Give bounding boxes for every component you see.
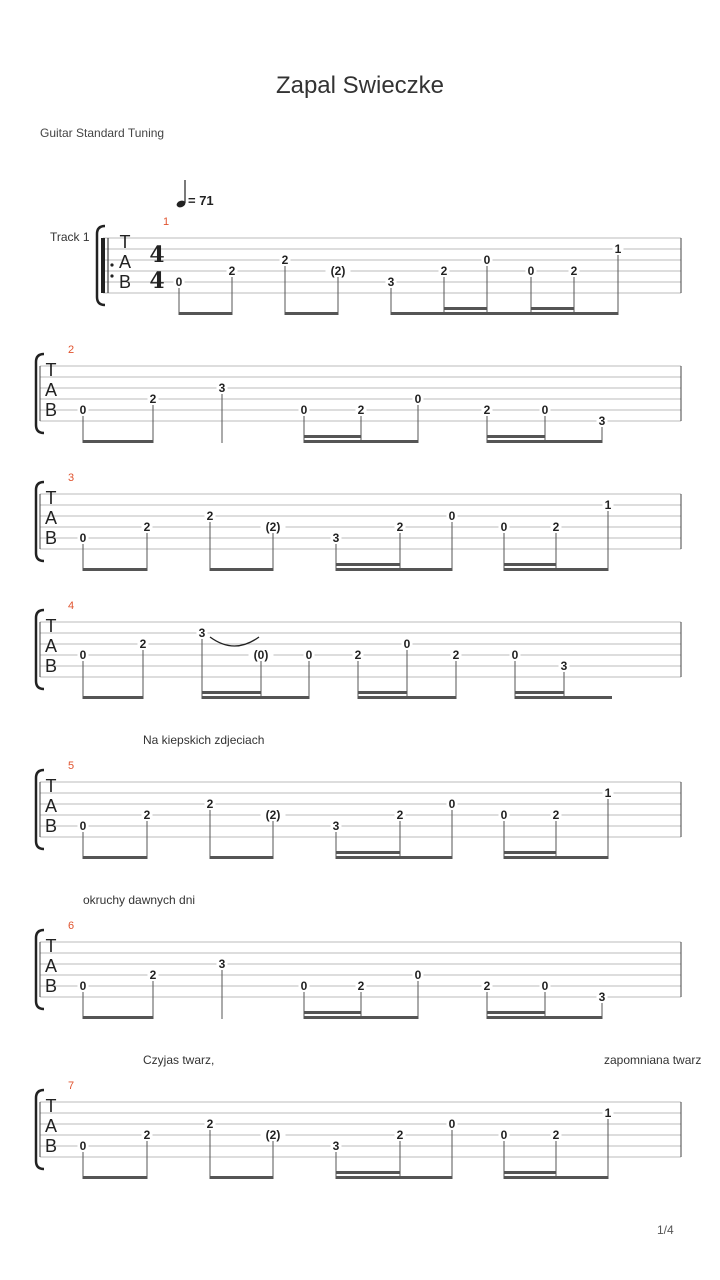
fret-number: 2 — [552, 1128, 560, 1142]
tab-clef-letter: B — [118, 272, 132, 292]
beam — [391, 312, 531, 315]
fret-number: 2 — [570, 264, 578, 278]
beam-secondary — [487, 1011, 545, 1014]
tab-clef-letter: T — [45, 776, 57, 796]
beam — [179, 312, 232, 315]
tab-clef-letter: A — [44, 956, 58, 976]
song-title: Zapal Swieczke — [275, 72, 445, 99]
quarter-note-icon — [176, 178, 188, 208]
measure-number: 6 — [68, 920, 75, 932]
fret-number: 3 — [218, 381, 226, 395]
fret-number: 2 — [452, 648, 460, 662]
fret-number: 3 — [598, 990, 606, 1004]
beam — [210, 1176, 273, 1179]
time-signature-top: 4 — [149, 242, 165, 268]
repeat-dot — [110, 263, 113, 266]
beam-secondary — [515, 691, 564, 694]
beam — [358, 696, 456, 699]
page-number: 1/4 — [657, 1223, 674, 1237]
tab-clef-letter: A — [44, 1116, 58, 1136]
fret-number: 0 — [448, 1117, 456, 1131]
beam-secondary — [531, 307, 574, 310]
fret-number: 2 — [357, 403, 365, 417]
fret-number: 2 — [552, 520, 560, 534]
fret-number: 3 — [560, 659, 568, 673]
fret-number: 2 — [149, 968, 157, 982]
measure-number: 5 — [68, 760, 75, 772]
beam — [304, 440, 418, 443]
beam-secondary — [487, 435, 545, 438]
fret-number: 0 — [414, 968, 422, 982]
beam-secondary — [336, 1171, 400, 1174]
fret-number: 1 — [604, 1106, 612, 1120]
repeat-dot — [110, 274, 113, 277]
fret-number: 0 — [527, 264, 535, 278]
tab-staff — [0, 474, 720, 584]
fret-number: 0 — [541, 979, 549, 993]
beam — [487, 440, 602, 443]
lyric-line: okruchy dawnych dni — [83, 893, 196, 907]
lyric-line: zapomniana twarz — [604, 1053, 702, 1067]
tab-clef-letter: A — [44, 508, 58, 528]
fret-number: 0 — [541, 403, 549, 417]
fret-number: 0 — [500, 808, 508, 822]
beam — [336, 856, 452, 859]
fret-number: 3 — [198, 626, 206, 640]
fret-number: 3 — [387, 275, 395, 289]
beam — [83, 856, 147, 859]
fret-number: (0) — [253, 648, 269, 662]
tab-clef-letter: A — [44, 796, 58, 816]
fret-number: 0 — [79, 979, 87, 993]
time-signature-bottom: 4 — [149, 268, 165, 294]
beam-secondary — [358, 691, 407, 694]
fret-number: 1 — [614, 242, 622, 256]
tab-clef-letter: B — [44, 656, 58, 676]
fret-number: 0 — [79, 403, 87, 417]
fret-number: (2) — [265, 808, 281, 822]
beam-secondary — [202, 691, 261, 694]
fret-number: 2 — [354, 648, 362, 662]
fret-number: 2 — [281, 253, 289, 267]
measure-number: 7 — [68, 1080, 75, 1092]
tab-clef-letter: B — [44, 400, 58, 420]
lyric-line: Na kiepskich zdjeciach — [143, 733, 265, 747]
fret-number: 3 — [598, 414, 606, 428]
tab-staff — [0, 922, 720, 1032]
fret-number: 2 — [440, 264, 448, 278]
measure-number: 2 — [68, 344, 75, 356]
beam — [336, 568, 452, 571]
tab-clef-letter: B — [44, 528, 58, 548]
fret-number: 2 — [552, 808, 560, 822]
beam — [504, 856, 608, 859]
tab-clef-letter: B — [44, 816, 58, 836]
fret-number: 2 — [206, 1117, 214, 1131]
beam — [83, 1016, 153, 1019]
beam-secondary — [304, 435, 361, 438]
tempo-value: = 71 — [188, 193, 214, 208]
fret-number: 0 — [300, 403, 308, 417]
beam-secondary — [444, 307, 487, 310]
fret-number: 0 — [500, 520, 508, 534]
beam — [83, 440, 153, 443]
fret-number: 2 — [143, 808, 151, 822]
tab-clef-letter: T — [45, 1096, 57, 1116]
fret-number: 1 — [604, 498, 612, 512]
beam — [83, 568, 147, 571]
fret-number: 0 — [403, 637, 411, 651]
beam — [285, 312, 338, 315]
tab-clef-letter: A — [44, 636, 58, 656]
tuning-label: Guitar Standard Tuning — [40, 126, 165, 140]
fret-number: 2 — [228, 264, 236, 278]
beam-secondary — [304, 1011, 361, 1014]
fret-number: 2 — [396, 520, 404, 534]
beam — [515, 696, 612, 699]
fret-number: 2 — [143, 1128, 151, 1142]
fret-number: 2 — [139, 637, 147, 651]
fret-number: 0 — [305, 648, 313, 662]
tab-clef-letter: B — [44, 976, 58, 996]
beam — [202, 696, 309, 699]
fret-number: 0 — [483, 253, 491, 267]
fret-number: 2 — [483, 403, 491, 417]
fret-number: 2 — [206, 797, 214, 811]
fret-number: 0 — [175, 275, 183, 289]
tie-arc — [210, 637, 259, 646]
beam — [504, 568, 608, 571]
tab-clef-letter: T — [45, 360, 57, 380]
tab-staff — [0, 602, 720, 712]
tab-clef-letter: T — [45, 616, 57, 636]
fret-number: (2) — [265, 1128, 281, 1142]
tab-staff — [0, 218, 720, 328]
beam — [487, 1016, 602, 1019]
tab-clef-letter: B — [44, 1136, 58, 1156]
beam-secondary — [336, 851, 400, 854]
fret-number: 0 — [79, 1139, 87, 1153]
fret-number: 2 — [206, 509, 214, 523]
fret-number: 2 — [396, 808, 404, 822]
lyric-line: Czyjas twarz, — [143, 1053, 215, 1067]
beam — [531, 312, 618, 315]
beam — [304, 1016, 418, 1019]
beam — [336, 1176, 452, 1179]
beam-secondary — [504, 1171, 556, 1174]
fret-number: 3 — [332, 819, 340, 833]
tempo-marking — [176, 178, 214, 208]
fret-number: 3 — [218, 957, 226, 971]
beam — [504, 1176, 608, 1179]
fret-number: 2 — [396, 1128, 404, 1142]
beam — [210, 856, 273, 859]
measure-number: 3 — [68, 472, 75, 484]
tab-staff — [0, 346, 720, 456]
fret-number: 3 — [332, 531, 340, 545]
tab-clef-letter: T — [119, 232, 131, 252]
fret-number: 0 — [500, 1128, 508, 1142]
fret-number: 0 — [448, 509, 456, 523]
fret-number: 2 — [483, 979, 491, 993]
fret-number: 3 — [332, 1139, 340, 1153]
fret-number: 2 — [357, 979, 365, 993]
tab-clef-letter: T — [45, 488, 57, 508]
beam — [83, 696, 143, 699]
fret-number: 0 — [511, 648, 519, 662]
fret-number: (2) — [265, 520, 281, 534]
fret-number: 0 — [79, 531, 87, 545]
fret-number: (2) — [330, 264, 346, 278]
fret-number: 2 — [149, 392, 157, 406]
tab-clef-letter: A — [44, 380, 58, 400]
track-name: Track 1 — [50, 230, 90, 244]
tab-staff — [0, 1082, 720, 1192]
fret-number: 0 — [79, 648, 87, 662]
fret-number: 0 — [448, 797, 456, 811]
fret-number: 1 — [604, 786, 612, 800]
beam — [210, 568, 273, 571]
tab-clef-letter: T — [45, 936, 57, 956]
fret-number: 0 — [414, 392, 422, 406]
beam-secondary — [336, 563, 400, 566]
tab-clef-letter: A — [118, 252, 132, 272]
fret-number: 2 — [143, 520, 151, 534]
beam-secondary — [504, 563, 556, 566]
tab-staff — [0, 762, 720, 872]
beam — [83, 1176, 147, 1179]
fret-number: 0 — [79, 819, 87, 833]
beam-secondary — [504, 851, 556, 854]
measure-number: 4 — [68, 600, 75, 612]
fret-number: 0 — [300, 979, 308, 993]
measure-number: 1 — [163, 216, 170, 228]
